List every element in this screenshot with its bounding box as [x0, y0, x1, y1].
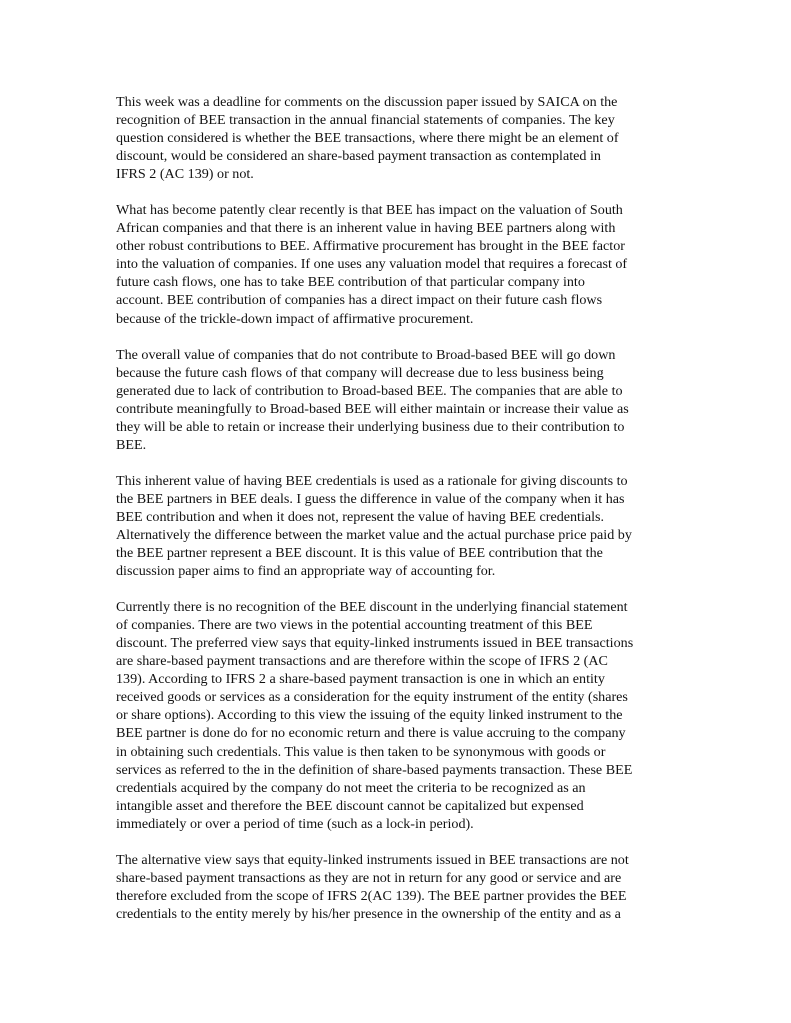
- text-line: BEE partner is done do for no economic return and there is value accruing to the company: [116, 725, 626, 742]
- text-line: generated due to lack of contribution to Broad-based BEE. The companies that are able to: [116, 382, 623, 399]
- text-line: account. BEE contribution of companies has a direct impact on their future cash flows: [116, 292, 603, 309]
- text-line: future cash flows, one has to take BEE contribution of that particular company into: [116, 274, 585, 291]
- text-line: because of the trickle-down impact of affirmative procurement.: [116, 310, 474, 327]
- text-line: of companies. There are two views in the potential accounting treatment of this BEE: [116, 617, 593, 634]
- paragraph-2: [116, 201, 680, 327]
- text-line: This week was a deadline for comments on the discussion paper issued by SAICA on the: [116, 94, 618, 110]
- text-line: the BEE partners in BEE deals. I guess the difference in value of the company when it has: [116, 490, 625, 507]
- text-line: because the future cash flows of that company will decrease due to less business being: [116, 364, 604, 381]
- text-line: or share options). According to this view the issuing of the equity linked instrument to the: [116, 707, 623, 724]
- text-line: The overall value of companies that do not contribute to Broad-based BEE will go down: [116, 346, 616, 363]
- text-line: Currently there is no recognition of the BEE discount in the underlying financial statement: [116, 599, 628, 616]
- text-line: they will be able to retain or increase their underlying business due to their contribution to: [116, 418, 625, 435]
- text-line: BEE contribution and when it does not, represent the value of having BEE credentials.: [116, 508, 605, 525]
- text-line: 139). According to IFRS 2 a share-based payment transaction is one in which an entity: [116, 671, 605, 688]
- text-line: received goods or services as a consideration for the equity instrument of the entity (shares: [116, 689, 628, 706]
- text-line: Alternatively the difference between the market value and the actual purchase price paid by: [116, 526, 632, 543]
- text-line: recognition of BEE transaction in the annual financial statements of companies. The key: [116, 112, 615, 129]
- text-line: discount. The preferred view says that equity-linked instruments issued in BEE transactions: [116, 635, 634, 652]
- document-body: [116, 93, 680, 941]
- text-line: The alternative view says that equity-linked instruments issued in BEE transactions are not: [116, 851, 629, 868]
- text-line: BEE.: [116, 436, 147, 453]
- paragraph-3: [116, 346, 680, 454]
- text-line: share-based payment transactions as they are not in return for any good or service and are: [116, 869, 622, 886]
- paragraph-6: [116, 851, 680, 923]
- text-line: services as referred to the in the definition of share-based payments transaction. These BEE: [116, 761, 633, 778]
- text-line: therefore excluded from the scope of IFRS 2(AC 139). The BEE partner provides the BEE: [116, 887, 627, 904]
- paragraph-1: [116, 93, 680, 183]
- text-line: contribute meaningfully to Broad-based BEE will either maintain or increase their value as: [116, 400, 629, 417]
- text-line: other robust contributions to BEE. Affirmative procurement has brought in the BEE factor: [116, 238, 625, 255]
- text-line: in obtaining such credentials. This value is then taken to be synonymous with goods or: [116, 743, 606, 760]
- text-line: African companies and that there is an inherent value in having BEE partners along with: [116, 220, 616, 237]
- text-line: intangible asset and therefore the BEE discount cannot be capitalized but expensed: [116, 797, 584, 814]
- text-line: This inherent value of having BEE credentials is used as a rationale for giving discounts to: [116, 472, 628, 489]
- text-line: discussion paper aims to find an appropriate way of accounting for.: [116, 563, 496, 580]
- text-line: IFRS 2 (AC 139) or not.: [116, 166, 254, 183]
- text-line: credentials acquired by the company do not meet the criteria to be recognized as an: [116, 779, 586, 796]
- text-line: immediately or over a period of time (such as a lock-in period).: [116, 815, 474, 832]
- text-line: What has become patently clear recently is that BEE has impact on the valuation of South: [116, 202, 623, 219]
- text-line: credentials to the entity merely by his/her presence in the ownership of the entity and as a: [116, 905, 621, 922]
- paragraph-4: [116, 472, 680, 580]
- text-line: are share-based payment transactions and are therefore within the scope of IFRS 2 (AC: [116, 653, 608, 670]
- paragraph-5: [116, 598, 680, 833]
- text-line: the BEE partner represent a BEE discount. It is this value of BEE contribution that the: [116, 545, 603, 562]
- text-line: question considered is whether the BEE transactions, where there might be an element of: [116, 130, 619, 147]
- text-line: into the valuation of companies. If one uses any valuation model that requires a forecast of: [116, 256, 628, 273]
- text-line: discount, would be considered an share-based payment transaction as contemplated in: [116, 148, 601, 165]
